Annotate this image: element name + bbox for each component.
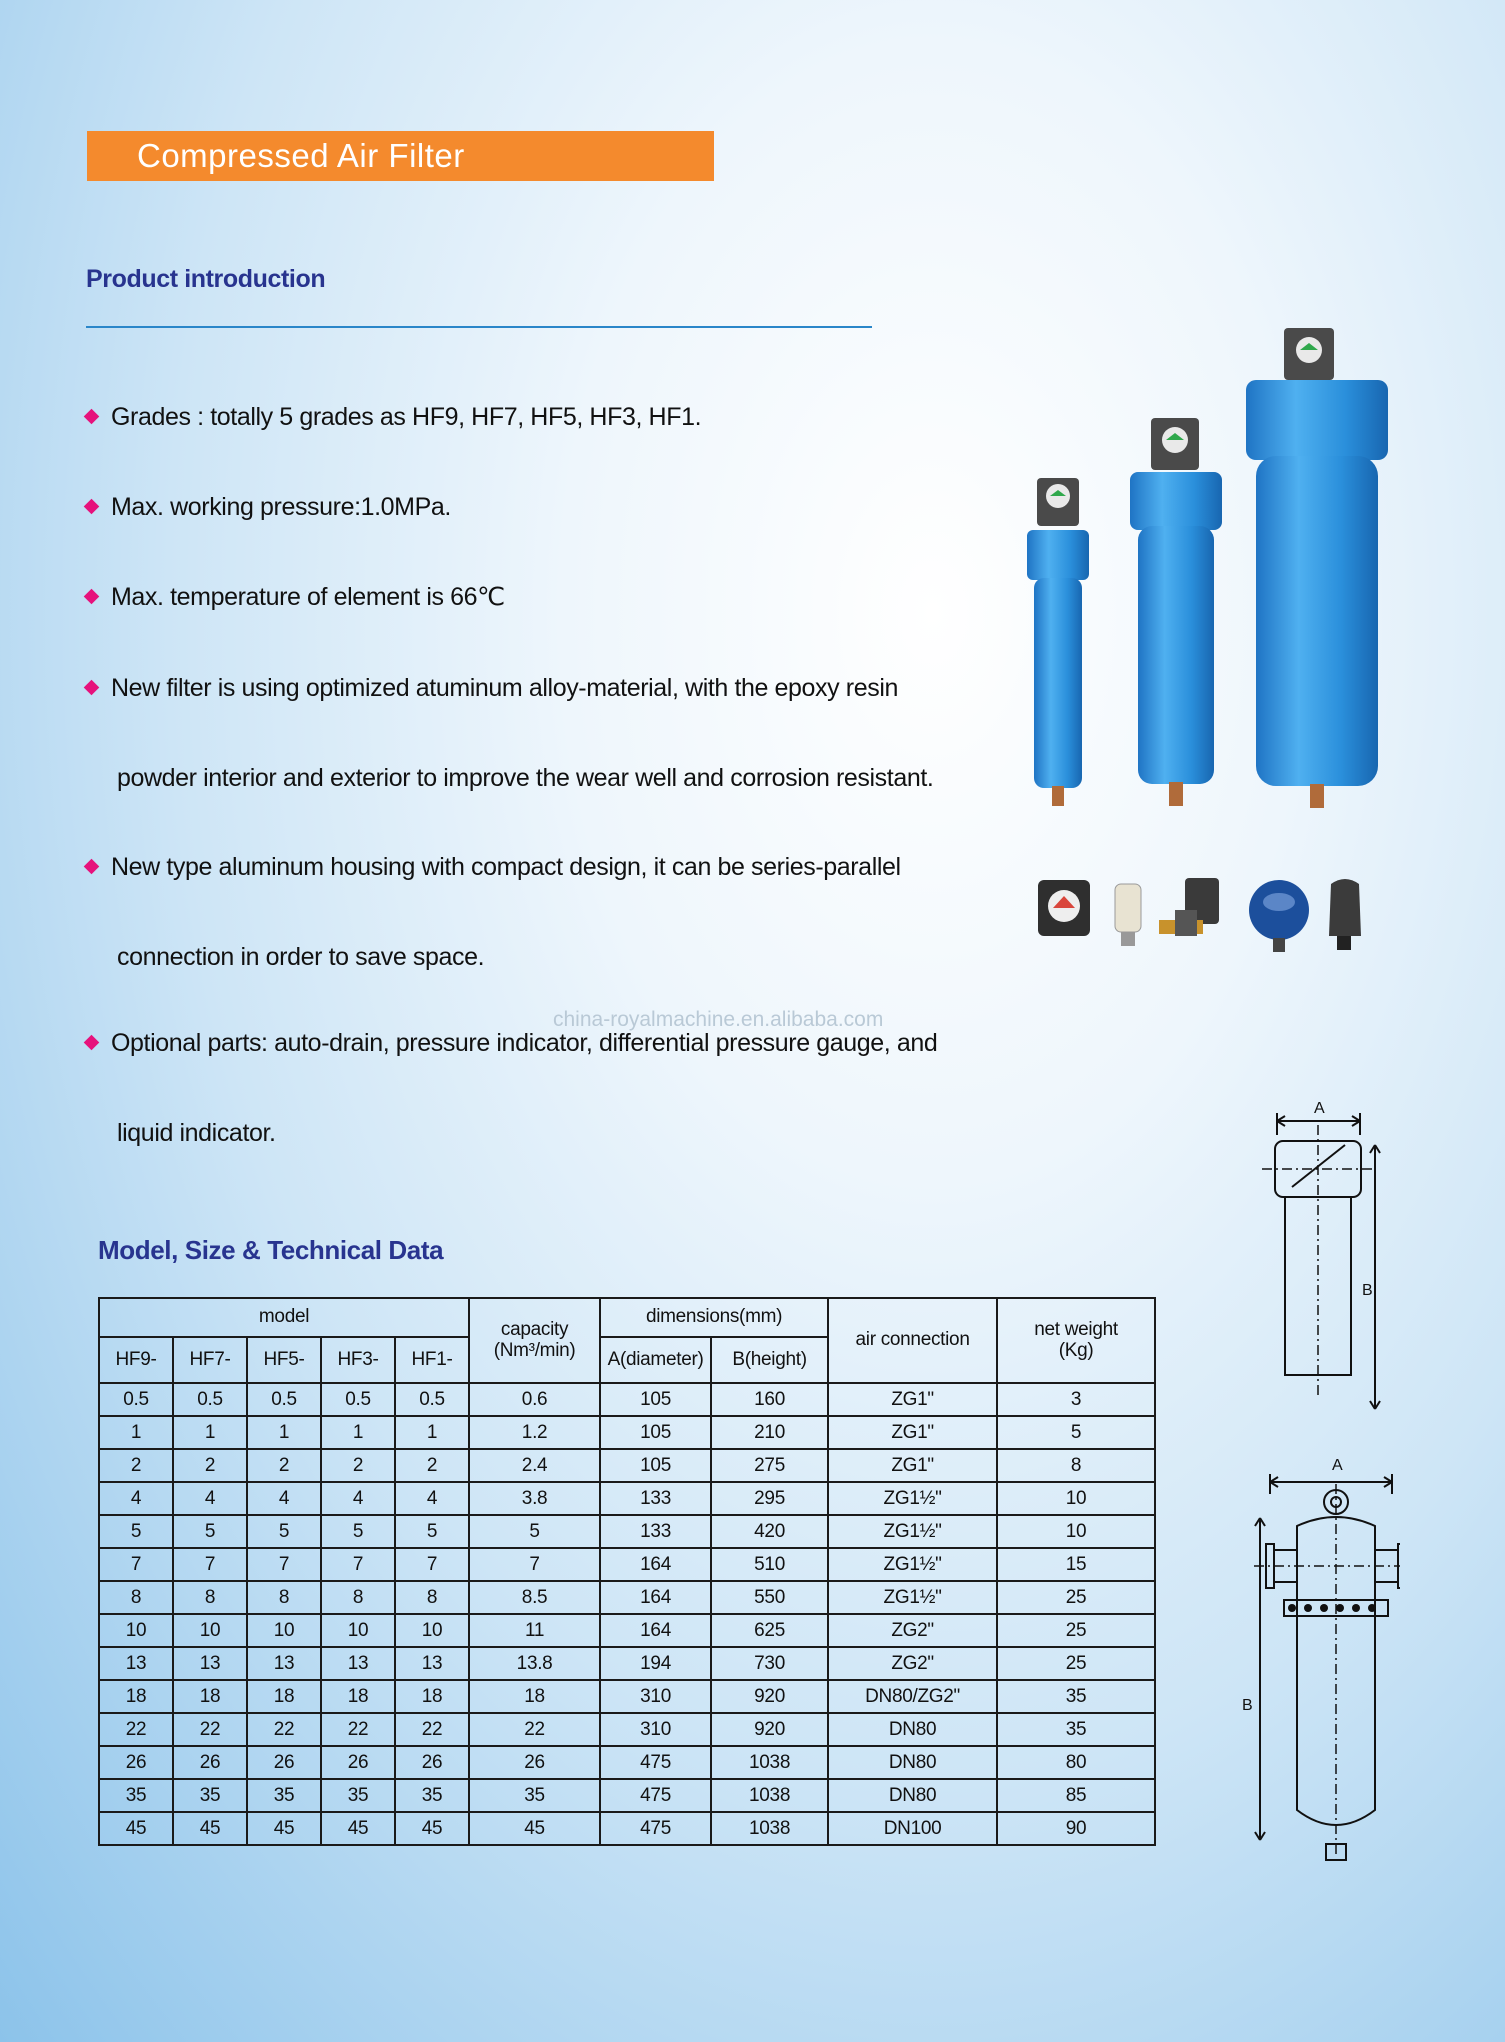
dimension-a-label: A (1314, 1100, 1325, 1117)
table-cell: 1.2 (469, 1416, 600, 1449)
table-cell: 22 (247, 1713, 321, 1746)
table-cell: 45 (321, 1812, 395, 1845)
table-cell: 475 (600, 1812, 711, 1845)
table-row (99, 1812, 1155, 1845)
table-cell: 133 (600, 1482, 711, 1515)
table-cell: 0.5 (321, 1383, 395, 1416)
dimension-a-label: A (1332, 1457, 1343, 1474)
table-cell: 105 (600, 1416, 711, 1449)
table-cell: 13.8 (469, 1647, 600, 1680)
float-drain-image (1249, 880, 1309, 952)
table-cell: 7 (469, 1548, 600, 1581)
table-cell: 8 (173, 1581, 247, 1614)
table-cell: 7 (173, 1548, 247, 1581)
table-cell: 5 (395, 1515, 469, 1548)
table-heading: Model, Size & Technical Data (98, 1235, 444, 1265)
table-cell: 730 (711, 1647, 828, 1680)
table-cell: 13 (99, 1647, 173, 1680)
table-cell: 0.6 (469, 1383, 600, 1416)
table-cell: 5 (247, 1515, 321, 1548)
table-cell: 35 (247, 1779, 321, 1812)
table-cell: 3 (997, 1383, 1155, 1416)
header-hf9: HF9- (99, 1337, 173, 1383)
table-cell: 5 (99, 1515, 173, 1548)
table-cell: 26 (321, 1746, 395, 1779)
table-cell: 15 (997, 1548, 1155, 1581)
table-cell: DN80 (828, 1713, 997, 1746)
medium-filter-image (1130, 418, 1222, 806)
header-hf1: HF1- (395, 1337, 469, 1383)
table-cell: 90 (997, 1812, 1155, 1845)
table-cell: 2 (395, 1449, 469, 1482)
table-cell: 0.5 (99, 1383, 173, 1416)
table-cell: 13 (321, 1647, 395, 1680)
table-cell: 10 (395, 1614, 469, 1647)
table-cell: 133 (600, 1515, 711, 1548)
table-cell: 105 (600, 1449, 711, 1482)
table-row (99, 1581, 1155, 1614)
dimension-diagram-small (1250, 1095, 1390, 1415)
table-row (99, 1449, 1155, 1482)
table-row (99, 1680, 1155, 1713)
table-cell: 475 (600, 1746, 711, 1779)
table-cell: 275 (711, 1449, 828, 1482)
table-cell: DN80 (828, 1746, 997, 1779)
table-cell: 510 (711, 1548, 828, 1581)
table-row (99, 1614, 1155, 1647)
table-cell: 1038 (711, 1812, 828, 1845)
table-cell: 22 (99, 1713, 173, 1746)
table-row (99, 1647, 1155, 1680)
table-cell: 22 (395, 1713, 469, 1746)
table-cell: 2 (173, 1449, 247, 1482)
table-cell: 13 (395, 1647, 469, 1680)
table-row (99, 1746, 1155, 1779)
optional-parts-photo (1035, 870, 1375, 960)
large-filter-image (1246, 328, 1388, 808)
table-cell: 475 (600, 1779, 711, 1812)
table-cell: DN80 (828, 1779, 997, 1812)
header-dimensions: dimensions(mm) (600, 1298, 828, 1337)
table-cell: 7 (247, 1548, 321, 1581)
table-cell: 10 (173, 1614, 247, 1647)
table-cell: 85 (997, 1779, 1155, 1812)
table-cell: 10 (997, 1482, 1155, 1515)
table-cell: 2 (247, 1449, 321, 1482)
table-cell: 1038 (711, 1746, 828, 1779)
table-cell: 1 (395, 1416, 469, 1449)
filters-photo (1020, 320, 1400, 820)
table-cell: 18 (469, 1680, 600, 1713)
table-cell: 550 (711, 1581, 828, 1614)
table-cell: 18 (173, 1680, 247, 1713)
table-cell: 26 (173, 1746, 247, 1779)
table-cell: 1 (99, 1416, 173, 1449)
header-b-height: B(height) (711, 1337, 828, 1383)
table-row (99, 1548, 1155, 1581)
table-cell: 25 (997, 1647, 1155, 1680)
table-cell: 1 (321, 1416, 395, 1449)
table-cell: 105 (600, 1383, 711, 1416)
table-row (99, 1515, 1155, 1548)
table-cell: ZG1½" (828, 1548, 997, 1581)
table-row (99, 1383, 1155, 1416)
table-cell: 8.5 (469, 1581, 600, 1614)
bullet-material-cont: powder interior and exterior to improve the wear well and corrosion resistant. (117, 764, 934, 792)
table-cell: 7 (321, 1548, 395, 1581)
table-cell: 4 (395, 1482, 469, 1515)
table-cell: 164 (600, 1548, 711, 1581)
header-a-diameter: A(diameter) (600, 1337, 711, 1383)
table-row (99, 1416, 1155, 1449)
table-cell: 10 (99, 1614, 173, 1647)
table-cell: 45 (247, 1812, 321, 1845)
table-row (99, 1779, 1155, 1812)
table-cell: 45 (469, 1812, 600, 1845)
bullet-housing-cont: connection in order to save space. (117, 943, 485, 971)
pressure-gauge-image (1038, 880, 1090, 936)
drain-valve-image (1329, 879, 1361, 950)
table-cell: 2 (321, 1449, 395, 1482)
table-cell: ZG1½" (828, 1482, 997, 1515)
table-cell: 25 (997, 1581, 1155, 1614)
header-capacity: capacity (Nm³/min) (469, 1298, 600, 1383)
table-cell: 26 (99, 1746, 173, 1779)
table-cell: 26 (469, 1746, 600, 1779)
watermark: china-royalmachine.en.alibaba.com (553, 1008, 884, 1031)
table-cell: 35 (99, 1779, 173, 1812)
table-cell: 5 (997, 1416, 1155, 1449)
table-cell: 26 (247, 1746, 321, 1779)
header-air-connection: air connection (828, 1298, 997, 1383)
table-cell: 0.5 (395, 1383, 469, 1416)
table-cell: 35 (395, 1779, 469, 1812)
header-model: model (99, 1298, 469, 1337)
table-cell: 4 (173, 1482, 247, 1515)
table-cell: 194 (600, 1647, 711, 1680)
dimension-b-label: B (1362, 1282, 1373, 1299)
table-cell: ZG1" (828, 1416, 997, 1449)
table-cell: 13 (173, 1647, 247, 1680)
table-cell: DN80/ZG2" (828, 1680, 997, 1713)
table-cell: 3.8 (469, 1482, 600, 1515)
table-cell: 26 (395, 1746, 469, 1779)
table-cell: ZG1" (828, 1383, 997, 1416)
table-cell: 0.5 (173, 1383, 247, 1416)
spec-table (98, 1297, 1156, 1846)
table-cell: 10 (321, 1614, 395, 1647)
table-cell: 920 (711, 1680, 828, 1713)
table-cell: 22 (173, 1713, 247, 1746)
bullet-optional-cont: liquid indicator. (117, 1119, 276, 1147)
table-cell: 10 (997, 1515, 1155, 1548)
table-cell: 420 (711, 1515, 828, 1548)
bullet-housing: New type aluminum housing with compact design, it can be series-parallel (86, 852, 901, 882)
table-cell: 4 (99, 1482, 173, 1515)
table-cell: 35 (469, 1779, 600, 1812)
table-cell: 8 (395, 1581, 469, 1614)
table-row (99, 1482, 1155, 1515)
header-hf3: HF3- (321, 1337, 395, 1383)
bullet-optional: Optional parts: auto-drain, pressure indicator, differential pressure gauge, and (86, 1028, 937, 1058)
table-cell: 8 (99, 1581, 173, 1614)
table-cell: 160 (711, 1383, 828, 1416)
table-cell: 2.4 (469, 1449, 600, 1482)
table-cell: 35 (173, 1779, 247, 1812)
table-cell: ZG2" (828, 1614, 997, 1647)
table-cell: 45 (395, 1812, 469, 1845)
diamond-bullet-icon (84, 680, 100, 696)
table-cell: 1038 (711, 1779, 828, 1812)
table-cell: 35 (997, 1713, 1155, 1746)
table-cell: 1 (173, 1416, 247, 1449)
table-cell: 18 (321, 1680, 395, 1713)
table-cell: 0.5 (247, 1383, 321, 1416)
table-cell: 164 (600, 1614, 711, 1647)
table-cell: ZG1½" (828, 1581, 997, 1614)
table-cell: 210 (711, 1416, 828, 1449)
table-cell: 8 (321, 1581, 395, 1614)
table-cell: 2 (99, 1449, 173, 1482)
table-cell: 22 (321, 1713, 395, 1746)
table-cell: 310 (600, 1680, 711, 1713)
table-cell: 18 (99, 1680, 173, 1713)
intro-heading: Product introduction (86, 265, 326, 293)
header-hf7: HF7- (173, 1337, 247, 1383)
table-cell: DN100 (828, 1812, 997, 1845)
table-cell: 310 (600, 1713, 711, 1746)
table-cell: ZG1½" (828, 1515, 997, 1548)
diamond-bullet-icon (84, 499, 100, 515)
diamond-bullet-icon (84, 859, 100, 875)
table-cell: 13 (247, 1647, 321, 1680)
table-cell: 5 (321, 1515, 395, 1548)
table-cell: 7 (395, 1548, 469, 1581)
small-filter-image (1027, 478, 1089, 806)
diamond-bullet-icon (84, 1035, 100, 1051)
table-cell: 80 (997, 1746, 1155, 1779)
table-cell: 4 (247, 1482, 321, 1515)
table-cell: 11 (469, 1614, 600, 1647)
table-cell: 45 (99, 1812, 173, 1845)
table-cell: 8 (247, 1581, 321, 1614)
bullet-temperature: Max. temperature of element is 66℃ (86, 582, 505, 612)
bullet-pressure: Max. working pressure:1.0MPa. (86, 492, 451, 522)
header-net-weight: net weight (Kg) (997, 1298, 1155, 1383)
table-cell: 10 (247, 1614, 321, 1647)
bullet-grades: Grades : totally 5 grades as HF9, HF7, HF5, HF3, HF1. (86, 402, 701, 432)
divider (86, 326, 872, 328)
table-cell: 18 (395, 1680, 469, 1713)
page-title: Compressed Air Filter (87, 131, 714, 181)
table-cell: 5 (469, 1515, 600, 1548)
table-cell: 45 (173, 1812, 247, 1845)
header-hf5: HF5- (247, 1337, 321, 1383)
bullet-material: New filter is using optimized atuminum alloy-material, with the epoxy resin (86, 673, 898, 703)
table-cell: 35 (321, 1779, 395, 1812)
table-cell: 5 (173, 1515, 247, 1548)
table-cell: 8 (997, 1449, 1155, 1482)
table-cell: ZG1" (828, 1449, 997, 1482)
table-cell: 295 (711, 1482, 828, 1515)
table-cell: 7 (99, 1548, 173, 1581)
table-cell: 625 (711, 1614, 828, 1647)
table-cell: 920 (711, 1713, 828, 1746)
table-cell: ZG2" (828, 1647, 997, 1680)
table-cell: 25 (997, 1614, 1155, 1647)
table-cell: 4 (321, 1482, 395, 1515)
table-cell: 18 (247, 1680, 321, 1713)
table-cell: 1 (247, 1416, 321, 1449)
dimension-diagram-large (1240, 1450, 1400, 1870)
table-cell: 164 (600, 1581, 711, 1614)
liquid-indicator-image (1115, 884, 1141, 946)
table-cell: 35 (997, 1680, 1155, 1713)
table-row (99, 1713, 1155, 1746)
diamond-bullet-icon (84, 589, 100, 605)
dimension-b-label: B (1242, 1697, 1253, 1714)
table-cell: 22 (469, 1713, 600, 1746)
auto-drain-image (1159, 878, 1219, 936)
diamond-bullet-icon (84, 409, 100, 425)
